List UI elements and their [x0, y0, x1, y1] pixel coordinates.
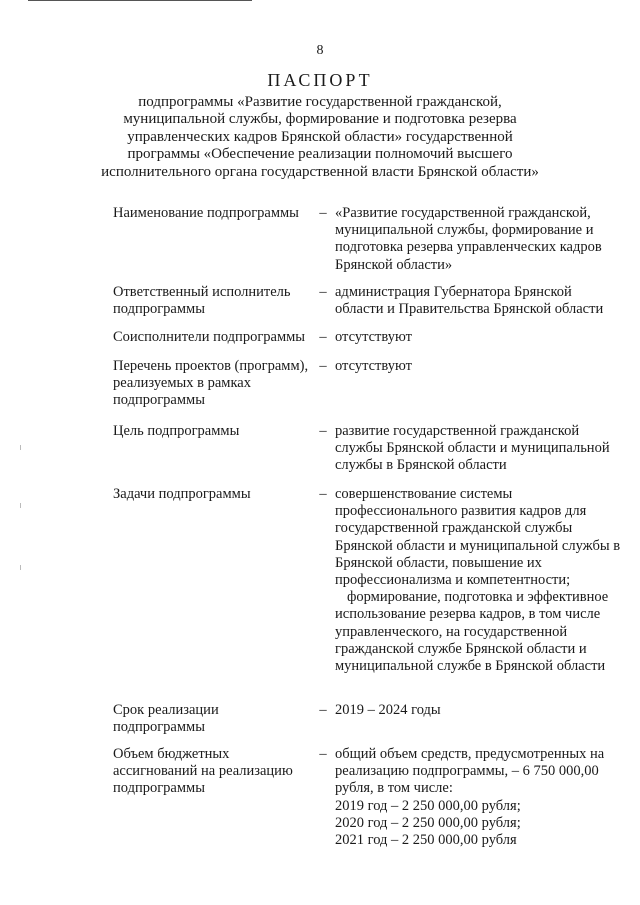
row-label: Перечень проектов (программ), реализуемых в рамках подпрограммы [113, 358, 309, 409]
row-dash: – [319, 284, 327, 300]
table-row [113, 358, 623, 410]
row-label: Задачи подпрограммы [113, 486, 251, 502]
scan-speck [20, 503, 21, 508]
row-value [335, 205, 623, 274]
table-row [113, 486, 623, 675]
table-row [113, 329, 623, 346]
row-label: Объем бюджетных ассигнований на реализацию подпрограммы [113, 746, 293, 797]
value-text: 2019 год – 2 250 000,00 рубля; [335, 797, 521, 814]
value-text: развитие государственной гражданской службы Брянской области и муниципальной службы в Брянской области [335, 423, 610, 474]
table-row [113, 746, 623, 849]
row-dash: – [319, 329, 327, 345]
row-dash: – [319, 358, 327, 374]
page-subtitle: подпрограммы «Развитие государственной гражданской, муниципальной службы, формирование и подготовка резерва управленческих кадров Брянской области» государственной программы «Обеспечение реализации полномочий высшего исполнительного органа государственной власти Брянской области» [101, 94, 539, 180]
scan-speck [20, 445, 21, 450]
value-text: «Развитие государственной гражданской, муниципальной службы, формирование и подготовка резерва управленческих кадров Брянской области» [335, 205, 602, 273]
value-text: формирование, подготовка и эффективное использование резерва кадров, в том числе управленческого, на государственной гражданской службе Брянской области и муниципальной службе в Брянской области [335, 589, 609, 675]
value-text: 2019 – 2024 годы [335, 702, 441, 718]
row-dash: – [319, 205, 327, 221]
row-dash: – [319, 486, 327, 502]
row-value [335, 358, 623, 410]
row-label: Соисполнители подпрограммы [113, 329, 306, 345]
row-value [335, 486, 623, 675]
row-value [335, 423, 623, 475]
row-value [335, 702, 623, 736]
row-label: Ответственный исполнитель подпрограммы [113, 284, 291, 318]
value-text: администрация Губернатора Брянской области и Правительства Брянской области [335, 284, 604, 318]
top-rule [28, 0, 252, 1]
row-value [335, 746, 623, 849]
value-text: отсутствуют [335, 358, 412, 374]
table-row [113, 205, 623, 274]
row-dash: – [319, 702, 327, 718]
table-row [113, 284, 623, 318]
value-text: 2021 год – 2 250 000,00 рубля [335, 832, 517, 849]
page-title: ПАСПОРТ [267, 70, 373, 90]
row-value [335, 284, 623, 318]
page-number: 8 [316, 43, 324, 58]
value-text: общий объем средств, предусмотренных на реализацию подпрограммы, – 6 750 000,00 рубля, в том числе: [335, 746, 605, 797]
scan-speck [20, 565, 21, 570]
table-row [113, 702, 623, 736]
row-label: Цель подпрограммы [113, 423, 240, 439]
value-text: отсутствуют [335, 329, 412, 345]
row-label: Срок реализации подпрограммы [113, 702, 219, 736]
row-label: Наименование подпрограммы [113, 205, 299, 221]
row-dash: – [319, 423, 327, 439]
row-value [335, 329, 623, 346]
table-row [113, 423, 623, 475]
row-dash: – [319, 746, 327, 762]
value-text: 2020 год – 2 250 000,00 рубля; [335, 814, 521, 831]
value-text: совершенствование системы профессионального развития кадров для государственной гражданской службы Брянской области и муниципальной службы в Брянской области, повышение их профессионализма и компетентности; [335, 486, 621, 589]
